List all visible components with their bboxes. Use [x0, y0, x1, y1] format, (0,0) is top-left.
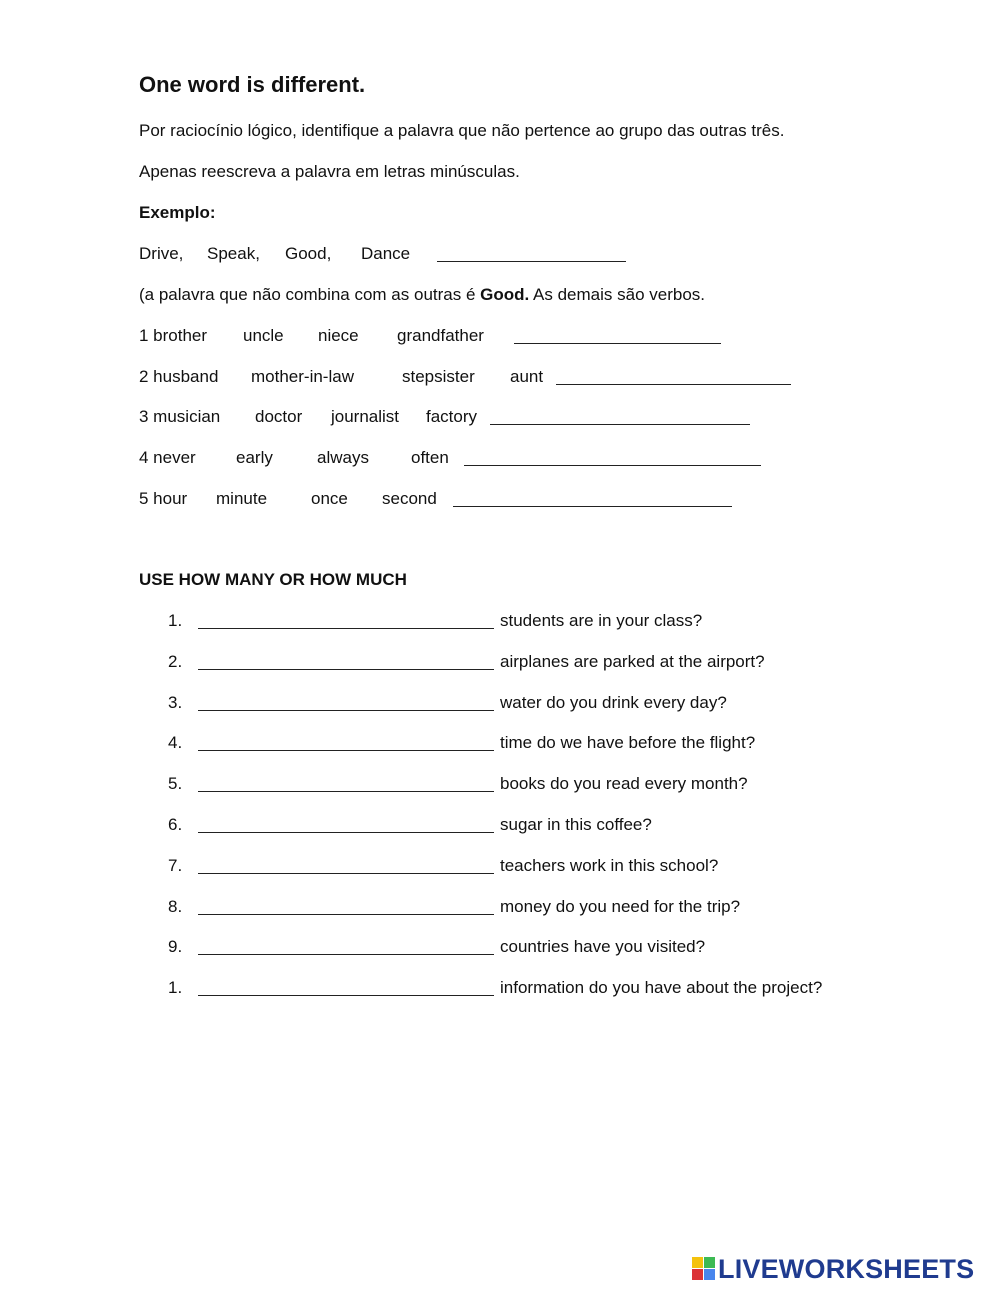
answer-blank[interactable]: [556, 384, 791, 385]
question-number: 4.: [168, 733, 183, 752]
question-text: students are in your class?: [500, 611, 703, 630]
question-text: sugar in this coffee?: [500, 815, 652, 834]
question-blank[interactable]: [198, 832, 494, 833]
row-word: grandfather: [397, 326, 484, 345]
question-number: 3.: [168, 693, 183, 712]
instruction-line-1: Por raciocínio lógico, identifique a palavra que não pertence ao grupo das outras três.: [139, 121, 785, 140]
question-blank[interactable]: [198, 750, 494, 751]
explanation-text: (a palavra que não combina com as outras é: [139, 285, 481, 304]
row-word: aunt: [510, 367, 544, 386]
question-number: 1.: [168, 611, 183, 630]
question-number: 8.: [168, 897, 183, 916]
question-blank[interactable]: [198, 710, 494, 711]
question-blank[interactable]: [198, 791, 494, 792]
liveworksheets-logo-icon: [692, 1257, 716, 1281]
instruction-line-2: Apenas reescreva a palavra em letras minúsculas.: [139, 162, 520, 181]
question-number: 6.: [168, 815, 183, 834]
row-word: once: [311, 489, 348, 508]
row-word: 3 musician: [139, 407, 221, 426]
example-word: Good,: [285, 244, 332, 263]
answer-blank[interactable]: [453, 506, 732, 507]
question-number: 1.: [168, 978, 183, 997]
question-blank[interactable]: [198, 914, 494, 915]
explanation-answer: Good.: [480, 285, 530, 304]
row-word: factory: [426, 407, 478, 426]
row-word: minute: [216, 489, 268, 508]
row-word: doctor: [255, 407, 303, 426]
row-word: mother-in-law: [251, 367, 354, 386]
row-word: niece: [318, 326, 359, 345]
page-title: One word is different.: [139, 72, 366, 97]
row-word: uncle: [243, 326, 284, 345]
question-blank[interactable]: [198, 954, 494, 955]
question-text: airplanes are parked at the airport?: [500, 652, 765, 671]
question-text: books do you read every month?: [500, 774, 748, 793]
question-text: teachers work in this school?: [500, 856, 719, 875]
question-number: 9.: [168, 937, 183, 956]
question-blank[interactable]: [198, 628, 494, 629]
example-answer-blank[interactable]: [437, 261, 626, 262]
row-word: second: [382, 489, 437, 508]
liveworksheets-logo[interactable]: [692, 1253, 975, 1284]
example-word: Speak,: [207, 244, 260, 263]
question-text: countries have you visited?: [500, 937, 706, 956]
answer-blank[interactable]: [490, 424, 750, 425]
question-text: time do we have before the flight?: [500, 733, 756, 752]
explanation-text: As demais são verbos.: [529, 285, 706, 304]
answer-blank[interactable]: [514, 343, 721, 344]
row-word: stepsister: [402, 367, 475, 386]
row-word: often: [411, 448, 449, 467]
example-word: Drive,: [139, 244, 184, 263]
question-blank[interactable]: [198, 995, 494, 996]
row-word: 5 hour: [139, 489, 188, 508]
question-text: water do you drink every day?: [500, 693, 727, 712]
question-number: 5.: [168, 774, 183, 793]
logo-text: LIVEWORKSHEETS: [718, 1253, 975, 1284]
row-word: journalist: [331, 407, 400, 426]
section-title: USE HOW MANY OR HOW MUCH: [139, 570, 407, 589]
question-text: money do you need for the trip?: [500, 897, 741, 916]
row-word: 1 brother: [139, 326, 208, 345]
row-word: always: [317, 448, 369, 467]
question-blank[interactable]: [198, 669, 494, 670]
example-word: Dance: [361, 244, 411, 263]
example-explanation: [139, 285, 705, 305]
row-word: early: [236, 448, 273, 467]
question-number: 7.: [168, 856, 183, 875]
answer-blank[interactable]: [464, 465, 761, 466]
question-blank[interactable]: [198, 873, 494, 874]
row-word: 2 husband: [139, 367, 219, 386]
row-word: 4 never: [139, 448, 196, 467]
question-text: information do you have about the project?: [500, 978, 823, 997]
example-label: Exemplo:: [139, 203, 216, 222]
question-number: 2.: [168, 652, 183, 671]
